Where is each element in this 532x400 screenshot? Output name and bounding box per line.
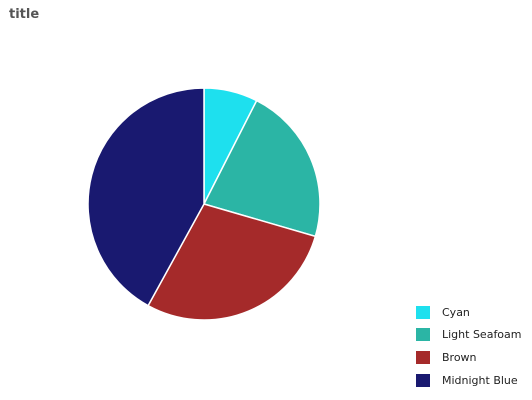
legend-label-cyan: Cyan: [442, 305, 470, 319]
legend-label-light-seafoam: Light Seafoam: [442, 328, 522, 342]
legend-swatch-midnight-blue: [416, 374, 430, 387]
legend-swatch-brown: [416, 351, 430, 364]
chart-title: title: [9, 7, 40, 22]
legend-item-brown: [416, 346, 522, 369]
legend-label-brown: Brown: [442, 350, 477, 364]
legend-label-midnight-blue: Midnight Blue: [442, 373, 518, 387]
legend-swatch-light-seafoam: [416, 328, 430, 341]
legend: [416, 301, 522, 391]
legend-item-cyan: [416, 301, 522, 324]
legend-item-midnight-blue: [416, 369, 522, 392]
legend-item-light-seafoam: [416, 324, 522, 347]
legend-swatch-cyan: [416, 306, 430, 319]
